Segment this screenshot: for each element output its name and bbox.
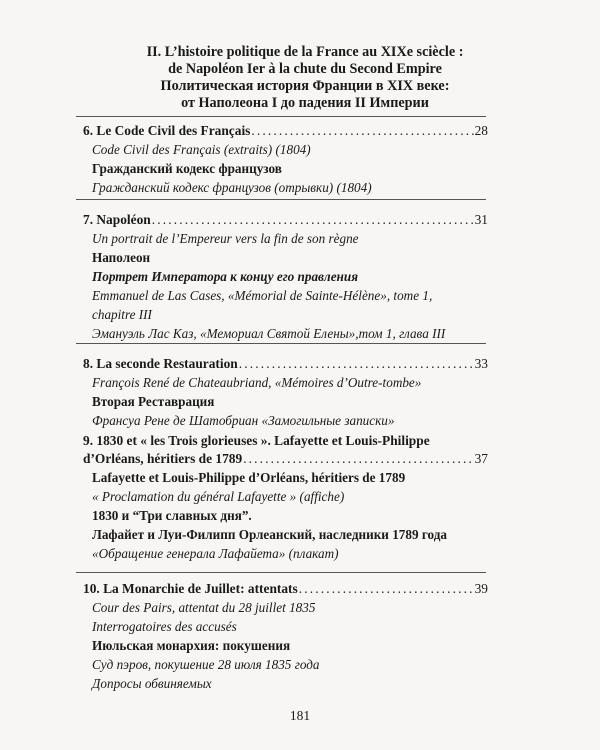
toc-entry-7 xyxy=(83,211,488,343)
entry-line: Франсуа Рене де Шатобриан «Замогильные записки» xyxy=(92,413,395,428)
entry-line: Un portrait de l’Empereur vers la fin de son règne xyxy=(92,231,359,246)
leader-dots xyxy=(299,580,474,598)
entry-page: 39 xyxy=(474,581,488,596)
entry-line: Эмануэль Лас Каз, «Мемориал Святой Елены»,том 1, глава III xyxy=(92,326,446,341)
entry-line: Вторая Реставрация xyxy=(92,394,215,409)
entry-line: Наполеон xyxy=(92,250,151,265)
entry-line: François René de Chateaubriand, «Mémoires d’Outre-tombe» xyxy=(92,375,422,390)
entry-line: Июльская монархия: покушения xyxy=(92,638,291,653)
entry-title: 9. 1830 et « les Trois glorieuses ». Lafayette et Louis-Philippe xyxy=(83,433,430,448)
entry-line: Лафайет и Луи-Филипп Орлеанский, наследники 1789 года xyxy=(92,527,447,542)
entry-line: Суд пэров, покушение 28 июля 1835 года xyxy=(92,657,320,672)
section-heading xyxy=(110,44,500,112)
entry-line: Допросы обвиняемых xyxy=(92,676,212,691)
entry-line: Портрет Императора к концу его правления xyxy=(92,269,359,284)
toc-entry-8 xyxy=(83,355,488,430)
toc-entry-9 xyxy=(83,432,488,563)
entry-line: Cour des Pairs, attentat du 28 juillet 1835 xyxy=(92,600,316,615)
page-number: 181 xyxy=(289,708,311,723)
entry-line: Lafayette et Louis-Philippe d’Orléans, héritiers de 1789 xyxy=(92,470,406,485)
entry-title-line xyxy=(83,450,488,468)
entry-page: 31 xyxy=(474,212,488,227)
divider xyxy=(76,199,486,200)
entry-title-line xyxy=(83,211,488,229)
entry-title: d’Orléans, héritiers de 1789 xyxy=(83,451,243,466)
leader-dots xyxy=(239,355,474,373)
entry-line: Гражданский кодекс французов (отрывки) (1804) xyxy=(92,180,372,195)
heading-line: de Napoléon Ier à la chute du Second Empire xyxy=(168,61,442,77)
entry-line: Гражданский кодекс французов xyxy=(92,161,282,176)
heading-line: от Наполеона I до падения II Империи xyxy=(181,95,429,111)
heading-line: II. L’histoire politique de la France au XIXe sciècle : xyxy=(146,44,464,60)
heading-line: Политическая история Франции в XIX веке: xyxy=(160,78,450,94)
entry-title: 6. Le Code Civil des Français xyxy=(83,123,251,138)
toc-entry-6 xyxy=(83,122,488,197)
entry-line: « Proclamation du général Lafayette » (affiche) xyxy=(92,489,345,504)
entry-title: 10. La Monarchie de Juillet: attentats xyxy=(83,581,298,596)
entry-line: Emmanuel de Las Cases, «Mémorial de Sainte-Hélène», tome 1, xyxy=(92,288,433,303)
entry-title-line xyxy=(83,355,488,373)
divider xyxy=(76,343,486,344)
leader-dots xyxy=(152,211,474,229)
entry-page: 33 xyxy=(474,356,488,371)
entry-line: 1830 и “Три славных дня”. xyxy=(92,508,252,523)
entry-title: 8. La seconde Restauration xyxy=(83,356,238,371)
leader-dots xyxy=(243,450,473,468)
entry-line: chapitre III xyxy=(92,307,152,322)
divider xyxy=(76,572,486,573)
entry-page: 28 xyxy=(474,123,488,138)
divider xyxy=(76,116,486,117)
leader-dots xyxy=(251,122,473,140)
entry-title-line xyxy=(83,580,488,598)
toc-entry-10 xyxy=(83,580,488,693)
entry-page: 37 xyxy=(474,451,488,466)
entry-line: Code Civil des Français (extraits) (1804) xyxy=(92,142,311,157)
entry-title: 7. Napoléon xyxy=(83,212,151,227)
entry-line: «Обращение генерала Лафайета» (плакат) xyxy=(92,546,339,561)
entry-title-line xyxy=(83,122,488,140)
entry-line: Interrogatoires des accusés xyxy=(92,619,237,634)
